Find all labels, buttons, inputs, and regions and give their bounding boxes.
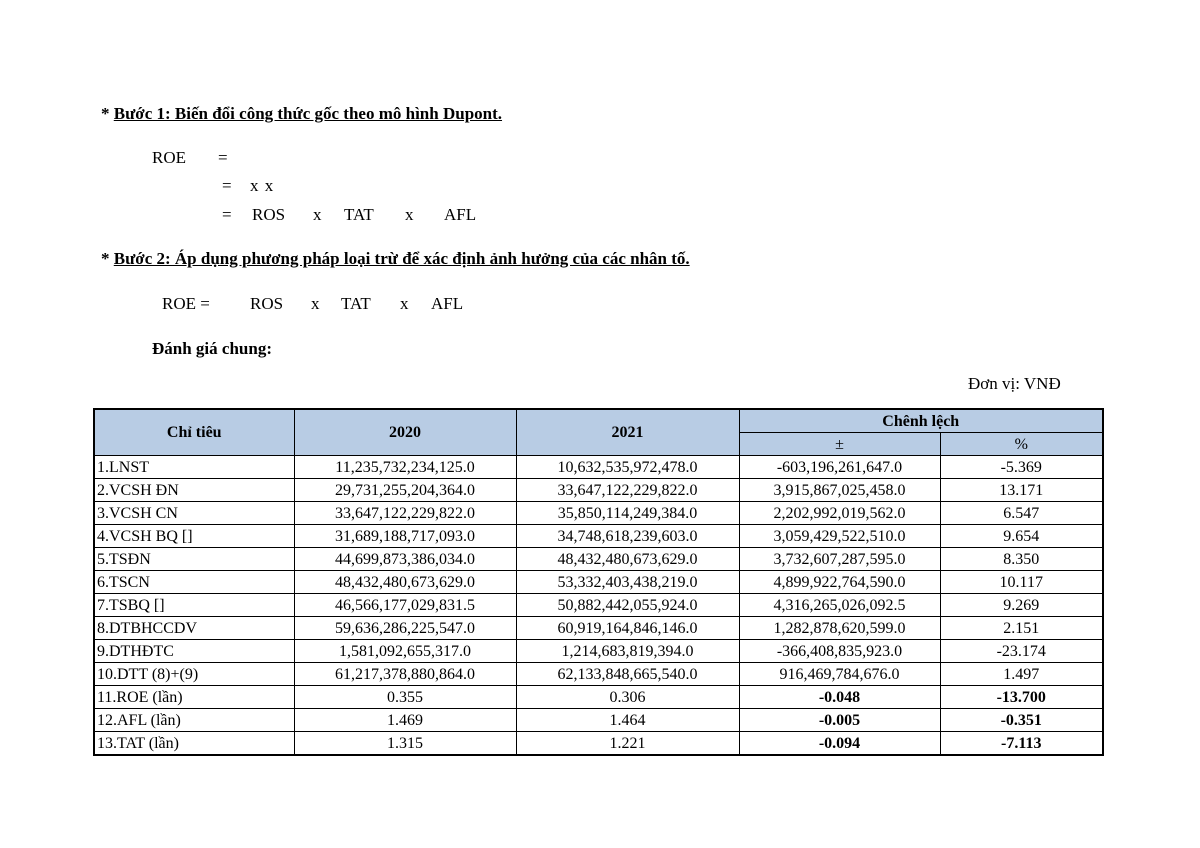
table-row (94, 686, 1103, 709)
step2-heading (101, 249, 690, 269)
table-row (94, 663, 1103, 686)
formula2-times2: x (400, 294, 409, 313)
table-row (94, 456, 1103, 479)
row-value-2021: 1.464 (516, 709, 739, 732)
row-indicator: 7.TSBQ [] (94, 594, 294, 617)
formula1-eq3: = (222, 205, 232, 224)
row-difference-percent: 9.269 (940, 594, 1103, 617)
formula1-times1: x (313, 205, 322, 224)
row-indicator: 3.VCSH CN (94, 502, 294, 525)
table-row (94, 640, 1103, 663)
row-value-2021: 53,332,403,438,219.0 (516, 571, 739, 594)
header-percent: % (940, 433, 1103, 456)
row-difference-absolute: -0.094 (739, 732, 940, 756)
row-value-2020: 59,636,286,225,547.0 (294, 617, 516, 640)
row-value-2020: 33,647,122,229,822.0 (294, 502, 516, 525)
row-value-2020: 46,566,177,029,831.5 (294, 594, 516, 617)
formula2-ros: ROS (250, 294, 284, 313)
step2-text: Bước 2: Áp dụng phương pháp loại trừ để xác định ảnh hưởng của các nhân tố. (113, 249, 690, 268)
row-difference-percent: -23.174 (940, 640, 1103, 663)
row-difference-absolute: 916,469,784,676.0 (739, 663, 940, 686)
row-indicator: 1.LNST (94, 456, 294, 479)
row-indicator: 9.DTHĐTC (94, 640, 294, 663)
row-indicator: 2.VCSH ĐN (94, 479, 294, 502)
row-value-2021: 34,748,618,239,603.0 (516, 525, 739, 548)
formula2-times1: x (311, 294, 320, 313)
table-row (94, 548, 1103, 571)
row-value-2020: 1.469 (294, 709, 516, 732)
row-difference-percent: 9.654 (940, 525, 1103, 548)
row-value-2021: 1,214,683,819,394.0 (516, 640, 739, 663)
row-difference-absolute: -0.048 (739, 686, 940, 709)
formula2-tat: TAT (341, 294, 371, 313)
header-2020: 2020 (294, 409, 516, 456)
row-difference-absolute: -603,196,261,647.0 (739, 456, 940, 479)
row-indicator: 12.AFL (lần) (94, 709, 294, 732)
row-value-2020: 48,432,480,673,629.0 (294, 571, 516, 594)
formula1-tat: TAT (344, 205, 374, 224)
table-row (94, 479, 1103, 502)
row-difference-absolute: 4,316,265,026,092.5 (739, 594, 940, 617)
row-value-2021: 35,850,114,249,384.0 (516, 502, 739, 525)
row-difference-percent: 1.497 (940, 663, 1103, 686)
row-value-2021: 48,432,480,673,629.0 (516, 548, 739, 571)
row-difference-absolute: 3,059,429,522,510.0 (739, 525, 940, 548)
formula1-times2: x (405, 205, 414, 224)
row-value-2020: 1,581,092,655,317.0 (294, 640, 516, 663)
step1-heading (101, 104, 502, 124)
row-difference-absolute: 4,899,922,764,590.0 (739, 571, 940, 594)
row-difference-absolute: -0.005 (739, 709, 940, 732)
row-difference-absolute: 2,202,992,019,562.0 (739, 502, 940, 525)
table-row (94, 732, 1103, 756)
row-difference-absolute: 1,282,878,620,599.0 (739, 617, 940, 640)
row-difference-absolute: -366,408,835,923.0 (739, 640, 940, 663)
header-absolute: ± (739, 433, 940, 456)
row-value-2020: 1.315 (294, 732, 516, 756)
formula1-lhs: ROE (152, 148, 186, 167)
comparison-table (93, 408, 1104, 756)
step1-text: Bước 1: Biến đổi công thức gốc theo mô hình Dupont. (113, 104, 503, 123)
row-difference-absolute: 3,732,607,287,595.0 (739, 548, 940, 571)
formula1-ros: ROS (252, 205, 286, 224)
row-difference-absolute: 3,915,867,025,458.0 (739, 479, 940, 502)
row-difference-percent: 2.151 (940, 617, 1103, 640)
formula2-afl: AFL (431, 294, 464, 313)
table-row (94, 571, 1103, 594)
formula1-eq1: = (218, 148, 228, 167)
row-indicator: 13.TAT (lần) (94, 732, 294, 756)
formula1-eq2: = (222, 176, 232, 195)
row-value-2021: 60,919,164,846,146.0 (516, 617, 739, 640)
row-value-2021: 10,632,535,972,478.0 (516, 456, 739, 479)
row-indicator: 6.TSCN (94, 571, 294, 594)
table-row (94, 617, 1103, 640)
row-difference-percent: -13.700 (940, 686, 1103, 709)
row-indicator: 10.DTT (8)+(9) (94, 663, 294, 686)
row-value-2020: 0.355 (294, 686, 516, 709)
row-value-2020: 31,689,188,717,093.0 (294, 525, 516, 548)
formula1-afl: AFL (444, 205, 477, 224)
row-value-2021: 0.306 (516, 686, 739, 709)
formula2-lhs: ROE = (162, 294, 210, 313)
row-value-2021: 1.221 (516, 732, 739, 756)
table-body (94, 456, 1103, 756)
row-difference-percent: 13.171 (940, 479, 1103, 502)
step2-star: * (101, 249, 114, 268)
header-difference: Chênh lệch (739, 409, 1103, 433)
overall-label: Đánh giá chung: (152, 339, 272, 358)
row-indicator: 4.VCSH BQ [] (94, 525, 294, 548)
row-difference-percent: -7.113 (940, 732, 1103, 756)
row-indicator: 8.DTBHCCDV (94, 617, 294, 640)
row-value-2020: 61,217,378,880,864.0 (294, 663, 516, 686)
row-indicator: 11.ROE (lần) (94, 686, 294, 709)
formula1-line2-rest: x x (250, 176, 274, 195)
row-difference-percent: -0.351 (940, 709, 1103, 732)
row-difference-percent: -5.369 (940, 456, 1103, 479)
row-value-2021: 62,133,848,665,540.0 (516, 663, 739, 686)
table-row (94, 709, 1103, 732)
row-value-2020: 11,235,732,234,125.0 (294, 456, 516, 479)
row-difference-percent: 10.117 (940, 571, 1103, 594)
row-value-2020: 44,699,873,386,034.0 (294, 548, 516, 571)
table-row (94, 525, 1103, 548)
row-value-2021: 33,647,122,229,822.0 (516, 479, 739, 502)
row-value-2020: 29,731,255,204,364.0 (294, 479, 516, 502)
unit-label: Đơn vị: VNĐ (968, 374, 1061, 393)
header-2021: 2021 (516, 409, 739, 456)
step1-star: * (101, 104, 114, 123)
table-row (94, 594, 1103, 617)
table-row (94, 502, 1103, 525)
header-indicator: Chỉ tiêu (94, 409, 294, 456)
row-value-2021: 50,882,442,055,924.0 (516, 594, 739, 617)
row-difference-percent: 8.350 (940, 548, 1103, 571)
row-difference-percent: 6.547 (940, 502, 1103, 525)
row-indicator: 5.TSĐN (94, 548, 294, 571)
